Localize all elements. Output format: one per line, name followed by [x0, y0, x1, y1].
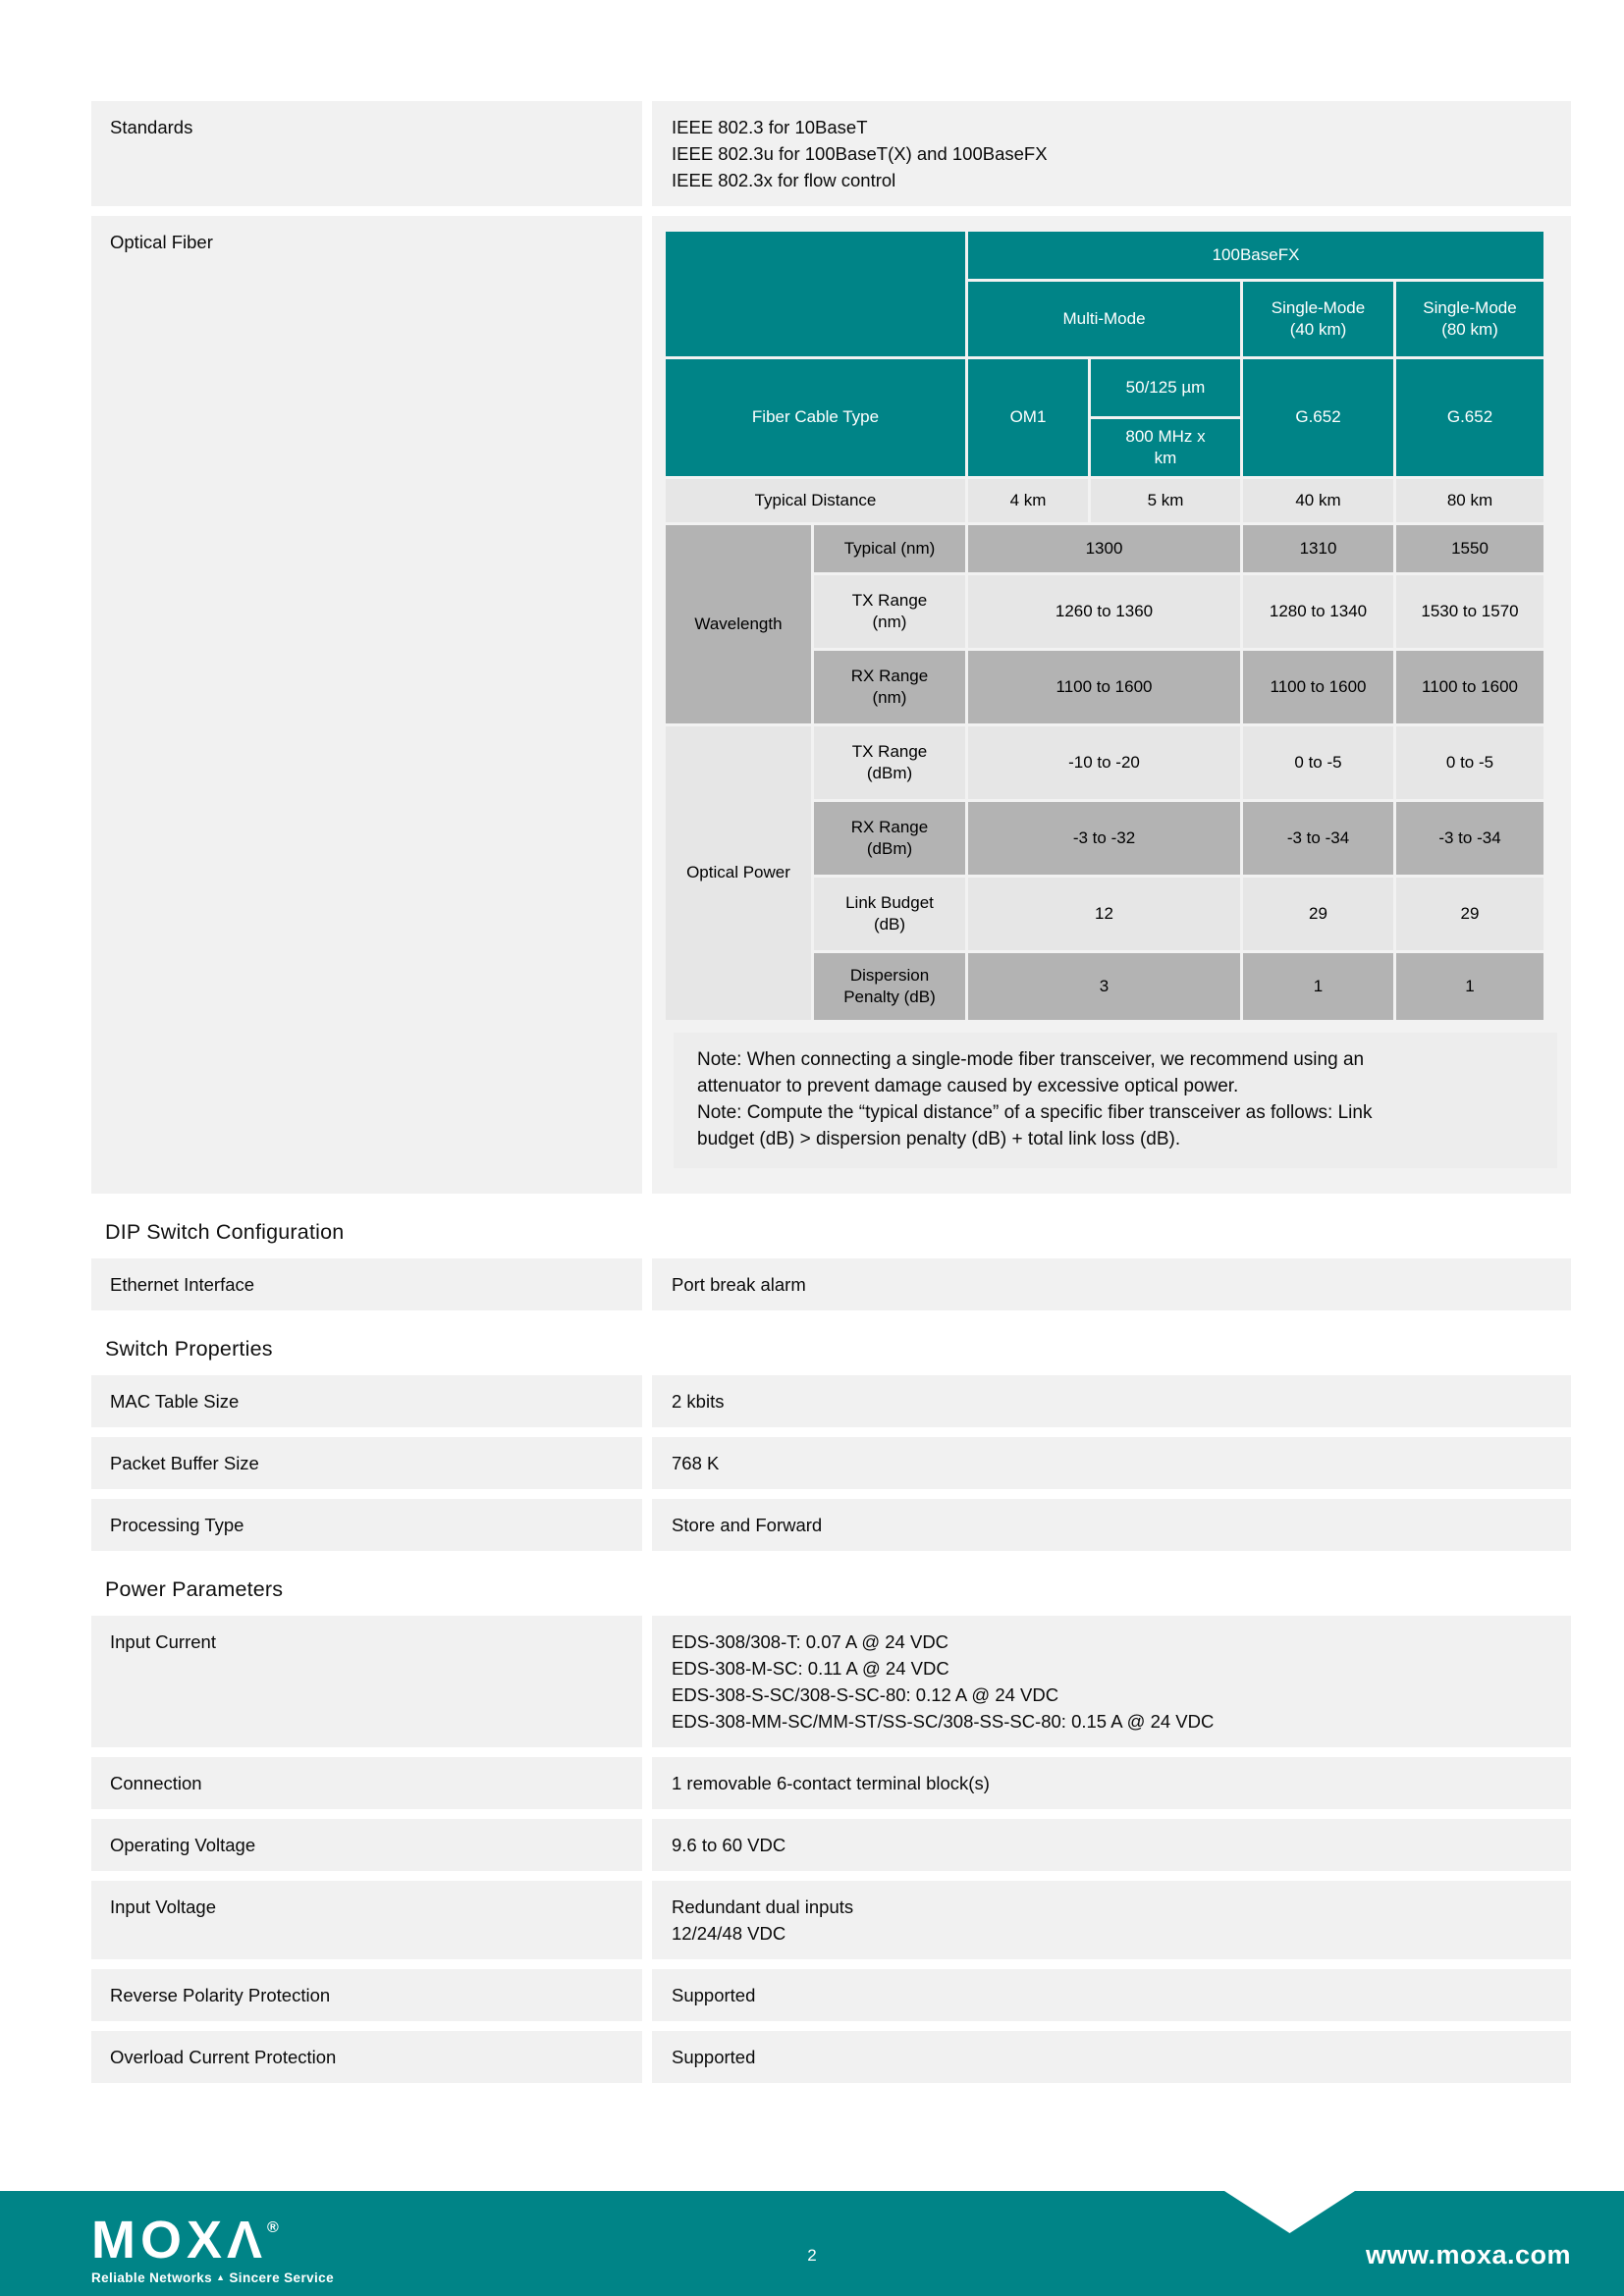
optical-fiber-panel [652, 216, 1571, 1194]
spec-value-line: EDS-308-MM-SC/MM-ST/SS-SC/308-SS-SC-80: 0.15 A @ 24 VDC [672, 1711, 1215, 1732]
value-sm40: 1100 to 1600 [1243, 651, 1393, 723]
spec-value-line: Supported [672, 2047, 756, 2067]
spec-row-optical-fiber [91, 216, 1571, 1194]
cell-g652-80: G.652 [1396, 359, 1543, 476]
moxa-logo-text: MOXΛ [91, 2211, 268, 2269]
spec-value-line: 1 removable 6-contact terminal block(s) [672, 1773, 990, 1793]
spec-row-operating-voltage [91, 1819, 1571, 1871]
value-mm: 3 [968, 953, 1240, 1020]
row-label [814, 726, 965, 799]
note-line: attenuator to prevent damage caused by excessive optical power. [697, 1076, 1239, 1096]
row-label [814, 878, 965, 950]
cell-line: km [1154, 449, 1177, 467]
spec-value-line: Redundant dual inputs [672, 1896, 854, 1917]
spec-value-line: Supported [672, 1985, 756, 2005]
spec-label: Standards [91, 101, 642, 206]
header-fiber-cable-type: Fiber Cable Type [666, 359, 965, 476]
cell-50-125: 50/125 µm [1091, 359, 1240, 416]
spec-value-line: 2 kbits [672, 1391, 725, 1412]
group-label-wavelength: Wavelength [666, 525, 811, 723]
spec-value [652, 2031, 1571, 2083]
group-label-text: Optical Power [686, 863, 790, 882]
table-corner-cell [666, 232, 965, 356]
spec-value-line: Store and Forward [672, 1515, 823, 1535]
spec-row-mac-table-size [91, 1375, 1571, 1427]
row-label-line: Link Budget [845, 892, 934, 912]
row-label-line: (dB) [873, 915, 906, 934]
header-single-mode-80 [1396, 282, 1543, 356]
spec-label: Operating Voltage [91, 1819, 642, 1871]
row-label-line: (dBm) [866, 839, 913, 858]
row-label [814, 802, 965, 875]
page-number: 2 [807, 2246, 817, 2265]
note-line: Note: Compute the “typical distance” of a specific fiber transceiver as follows: Link [697, 1102, 1373, 1123]
value-sm80: 0 to -5 [1396, 726, 1543, 799]
spec-row-input-voltage [91, 1881, 1571, 1959]
spec-value [652, 1881, 1571, 1959]
row-label-line: TX Range [851, 590, 928, 610]
spec-value [652, 1969, 1571, 2021]
spec-value-line: EDS-308-M-SC: 0.11 A @ 24 VDC [672, 1658, 949, 1679]
spec-value [652, 1375, 1571, 1427]
cell-g652-40: G.652 [1243, 359, 1393, 476]
value-mm: 1260 to 1360 [968, 575, 1240, 648]
row-label [814, 575, 965, 648]
spec-value-line: 768 K [672, 1453, 720, 1473]
value-mm: 12 [968, 878, 1240, 950]
section-heading-dip-switch: DIP Switch Configuration [105, 1220, 345, 1244]
spec-value-line: 12/24/48 VDC [672, 1923, 786, 1944]
spec-label: Input Voltage [91, 1881, 642, 1959]
spec-value [652, 1437, 1571, 1489]
spec-value [652, 1258, 1571, 1310]
row-label [814, 651, 965, 723]
value-mm: -10 to -20 [968, 726, 1240, 799]
spec-label: MAC Table Size [91, 1375, 642, 1427]
value-sm80: 29 [1396, 878, 1543, 950]
spec-row-input-current [91, 1616, 1571, 1747]
spec-row-ethernet-interface [91, 1258, 1571, 1310]
value-mm: -3 to -32 [968, 802, 1240, 875]
header-line: (40 km) [1289, 320, 1347, 339]
header-single-mode-40 [1243, 282, 1393, 356]
value-distance-sm40: 40 km [1243, 479, 1393, 522]
row-label-line: (dBm) [866, 764, 913, 782]
moxa-logo-tagline [91, 2270, 334, 2285]
spec-label: Reverse Polarity Protection [91, 1969, 642, 2021]
value-sm40: 29 [1243, 878, 1393, 950]
spec-value-line: IEEE 802.3x for flow control [672, 170, 896, 190]
spec-label: Overload Current Protection [91, 2031, 642, 2083]
value-distance-om1: 4 km [968, 479, 1088, 522]
spec-label: Packet Buffer Size [91, 1437, 642, 1489]
row-label-line: (nm) [872, 688, 907, 707]
registered-trademark-icon: ® [267, 2219, 279, 2236]
spec-value-line: IEEE 802.3 for 10BaseT [672, 117, 868, 137]
spec-row-packet-buffer-size [91, 1437, 1571, 1489]
section-heading-power-parameters: Power Parameters [105, 1577, 284, 1601]
spec-label: Optical Fiber [91, 216, 642, 1194]
value-sm40: 1 [1243, 953, 1393, 1020]
row-label-line: (nm) [872, 613, 907, 631]
spec-value-line: EDS-308-S-SC/308-S-SC-80: 0.12 A @ 24 VDC [672, 1684, 1059, 1705]
spec-value [652, 1499, 1571, 1551]
fiber-note [674, 1033, 1557, 1168]
row-label-line: RX Range [850, 817, 929, 836]
cell-om1: OM1 [968, 359, 1088, 476]
spec-row-reverse-polarity-protection [91, 1969, 1571, 2021]
spec-row-overload-current-protection [91, 2031, 1571, 2083]
tagline-left: Reliable Networks [91, 2270, 213, 2285]
value-sm80: 1550 [1396, 525, 1543, 572]
row-label-line: RX Range [850, 666, 929, 685]
label-typical-distance: Typical Distance [666, 479, 965, 522]
spec-value [652, 1819, 1571, 1871]
row-label-line: Penalty (dB) [843, 988, 936, 1006]
spec-value [652, 1616, 1571, 1747]
row-label-line: TX Range [851, 741, 928, 761]
spec-row-standards [91, 101, 1571, 206]
value-mm: 1300 [968, 525, 1240, 572]
note-line: budget (dB) > dispersion penalty (dB) + total link loss (dB). [697, 1129, 1181, 1149]
spec-label: Ethernet Interface [91, 1258, 642, 1310]
value-sm40: 1310 [1243, 525, 1393, 572]
row-label-line: Dispersion [849, 965, 930, 985]
value-sm80: 1530 to 1570 [1396, 575, 1543, 648]
value-sm80: 1100 to 1600 [1396, 651, 1543, 723]
row-label-line: Typical (nm) [843, 538, 936, 558]
spec-value-line: Port break alarm [672, 1274, 806, 1295]
value-sm80: 1 [1396, 953, 1543, 1020]
tagline-right: Sincere Service [229, 2270, 334, 2285]
spec-row-connection [91, 1757, 1571, 1809]
moxa-logo [91, 2202, 334, 2285]
spec-value [652, 101, 1571, 206]
optical-fiber-table [663, 229, 1546, 1023]
spec-value [652, 1757, 1571, 1809]
value-distance-sm80: 80 km [1396, 479, 1543, 522]
value-sm40: 0 to -5 [1243, 726, 1393, 799]
triangle-icon: ▲ [216, 2272, 226, 2282]
spec-value-line: EDS-308/308-T: 0.07 A @ 24 VDC [672, 1631, 949, 1652]
website-link[interactable]: www.moxa.com [1365, 2240, 1571, 2269]
header-line: Single-Mode [1423, 297, 1517, 317]
value-sm40: -3 to -34 [1243, 802, 1393, 875]
value-mm: 1100 to 1600 [968, 651, 1240, 723]
cell-800mhz [1091, 419, 1240, 476]
datasheet-page [91, 0, 1571, 2083]
spec-value-line: IEEE 802.3u for 100BaseT(X) and 100BaseFX [672, 143, 1048, 164]
header-line: Single-Mode [1271, 297, 1366, 317]
section-heading-switch-properties: Switch Properties [105, 1337, 273, 1361]
spec-row-processing-type [91, 1499, 1571, 1551]
spec-label: Input Current [91, 1616, 642, 1747]
row-label [814, 953, 965, 1020]
header-line: (80 km) [1441, 320, 1498, 339]
note-line: Note: When connecting a single-mode fiber transceiver, we recommend using an [697, 1049, 1365, 1070]
group-label-optical-power [666, 726, 811, 1020]
row-label [814, 525, 965, 572]
value-distance-50125: 5 km [1091, 479, 1240, 522]
header-100basefx: 100BaseFX [968, 232, 1543, 279]
spec-value-line: 9.6 to 60 VDC [672, 1835, 786, 1855]
header-multi-mode: Multi-Mode [968, 282, 1240, 356]
value-sm40: 1280 to 1340 [1243, 575, 1393, 648]
spec-label: Connection [91, 1757, 642, 1809]
spec-label: Processing Type [91, 1499, 642, 1551]
cell-line: 800 MHz x [1125, 426, 1206, 446]
value-sm80: -3 to -34 [1396, 802, 1543, 875]
